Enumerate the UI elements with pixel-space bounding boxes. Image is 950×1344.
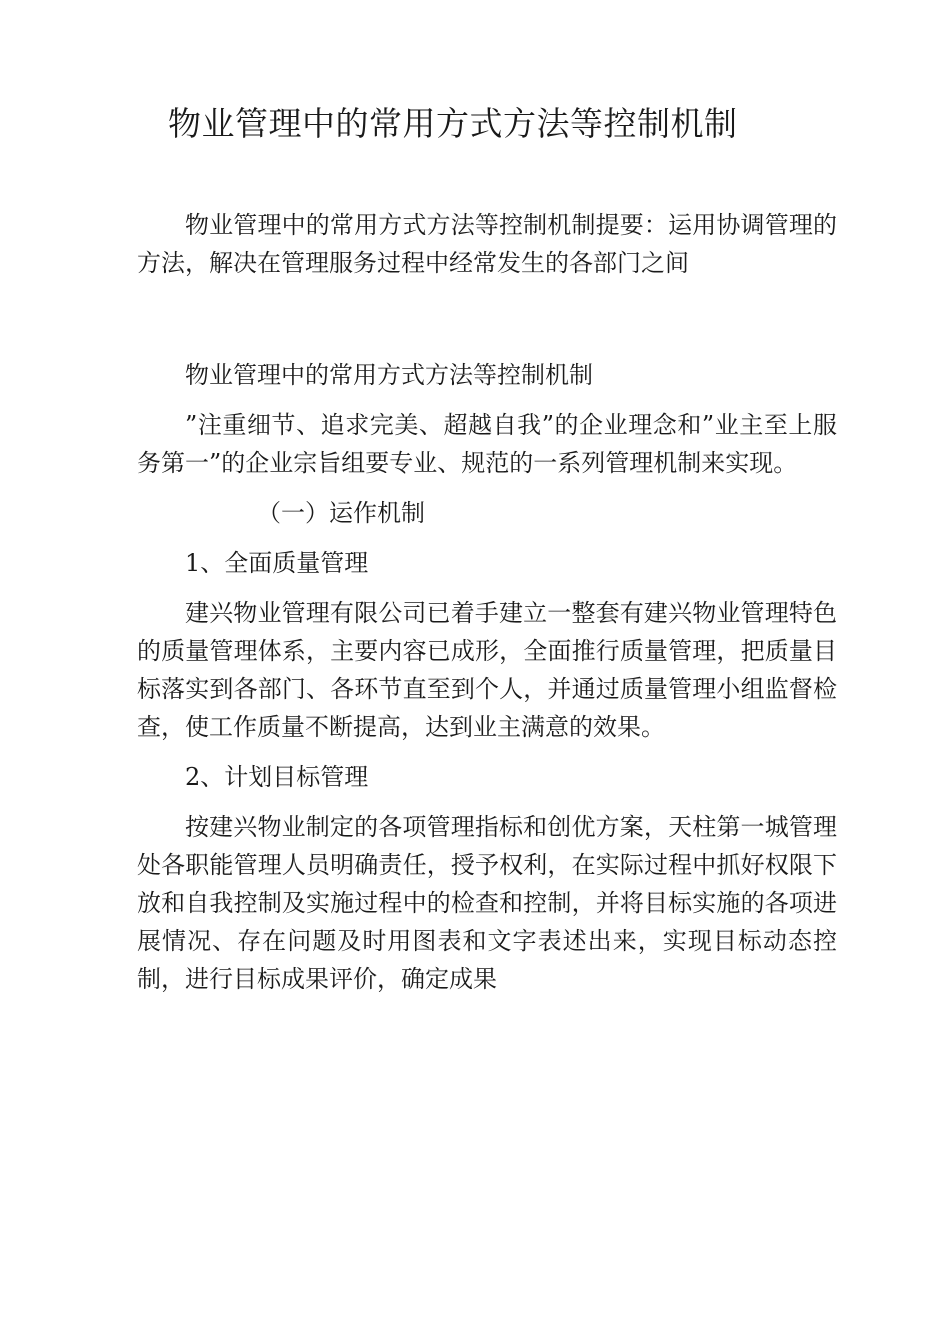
item1-heading: 1、全面质量管理 (185, 549, 369, 577)
item1-paragraph: 建兴物业管理有限公司已着手建立一整套有建兴物业管理特色的质量管理体系，主要内容已成形，全面推行质量管理，把质量目标落实到各部门、各环节直至到个人，并通过质量管理小组监督检查，使工作质量不断提高，达到业主满意的效果。 (137, 599, 837, 741)
philosophy-paragraph: ”注重细节、追求完美、超越自我”的企业理念和”业主至上服务第一”的企业宗旨组要专业、规范的一系列管理机制来实现。 (137, 411, 837, 477)
document-body (137, 206, 837, 998)
document-title: 物业管理中的常用方式方法等控制机制 (168, 104, 738, 143)
intro-paragraph: 物业管理中的常用方式方法等控制机制提要：运用协调管理的方法，解决在管理服务过程中经常发生的各部门之间 (137, 211, 837, 277)
item2-heading: 2、计划目标管理 (185, 763, 369, 791)
subtitle-paragraph: 物业管理中的常用方式方法等控制机制 (185, 361, 593, 389)
item2-paragraph: 按建兴物业制定的各项管理指标和创优方案，天柱第一城管理处各职能管理人员明确责任，授予权利，在实际过程中抓好权限下放和自我控制及实施过程中的检查和控制，并将目标实施的各项进展情况、存在问题及时用图表和文字表述出来，实现目标动态控制，进行目标成果评价，确定成果 (137, 813, 837, 993)
section-heading: （一）运作机制 (257, 499, 425, 527)
